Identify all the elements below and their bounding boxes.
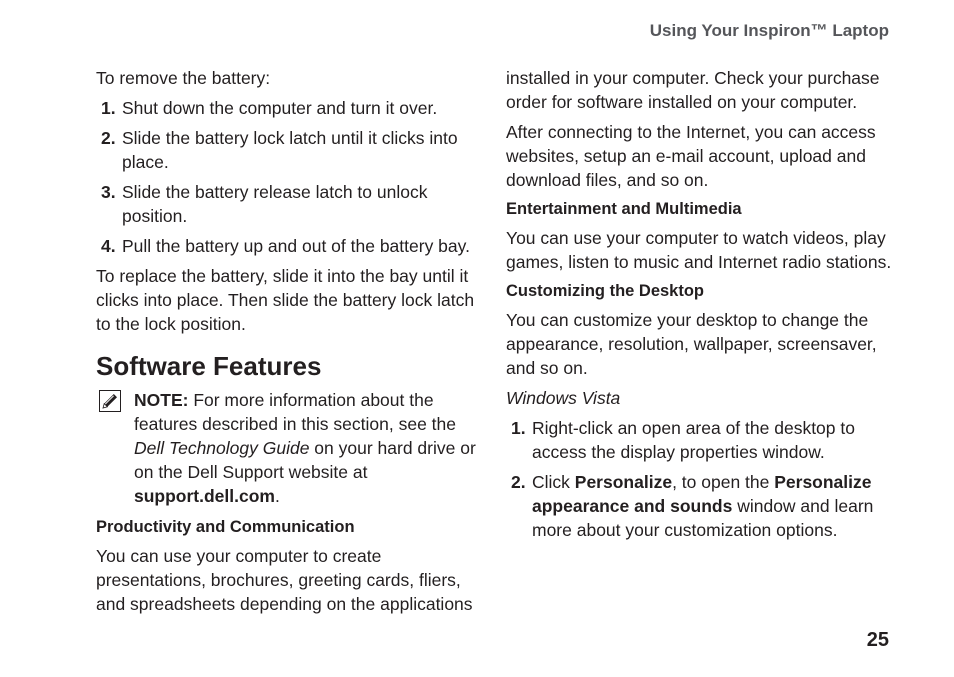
- step-number: 4.: [101, 236, 116, 256]
- note-box: [96, 388, 486, 508]
- productivity-text: You can use your computer to create presentations, brochures, greeting cards, fliers, and spreadsheets depending on the applications: [96, 546, 473, 614]
- step-text: Click: [532, 472, 575, 492]
- replace-battery-text: To replace the battery, slide it into the bay until it clicks into place. Then slide the battery lock latch to the lock position.: [96, 266, 475, 334]
- step-text: Pull the battery up and out of the battery bay.: [122, 236, 470, 256]
- list-item: [96, 234, 486, 258]
- step-number: 3.: [101, 182, 116, 202]
- personalize-label: Personalize: [574, 472, 673, 492]
- step-number: 1.: [511, 418, 526, 438]
- list-item: [96, 126, 486, 174]
- vista-label: [506, 386, 898, 410]
- vista-label-text: Windows Vista: [506, 388, 621, 408]
- note-pencil-icon: [99, 390, 121, 412]
- note-text: For more information about the features described in this section, see the: [134, 390, 456, 434]
- customizing-text: You can customize your desktop to change the appearance, resolution, wallpaper, screensaver, and so on.: [506, 310, 877, 378]
- personalize-window-label: Personalize appearance and sounds: [532, 472, 872, 516]
- customizing-heading: Customizing the Desktop: [506, 282, 705, 300]
- step-text: Slide the battery release latch to unlock position.: [122, 182, 428, 226]
- list-item: [506, 416, 898, 464]
- note-text: .: [274, 486, 280, 506]
- step-text: Slide the battery lock latch until it clicks into place.: [122, 128, 458, 172]
- right-column: [506, 66, 898, 548]
- list-item: [96, 180, 486, 228]
- entertainment-text: You can use your computer to watch videos, play games, listen to music and Internet radio stations.: [506, 228, 892, 272]
- step-text: , to open the: [672, 472, 775, 492]
- support-link[interactable]: support.dell.com: [134, 486, 275, 506]
- remove-battery-intro: To remove the battery:: [96, 68, 271, 88]
- step-number: 2.: [511, 472, 526, 492]
- list-item: [506, 470, 898, 542]
- vista-steps: [506, 416, 898, 542]
- step-text: Right-click an open area of the desktop to access the display properties window.: [532, 418, 855, 462]
- step-number: 2.: [101, 128, 116, 148]
- list-item: [96, 96, 486, 120]
- continued-text: installed in your computer. Check your purchase order for software installed on your computer.: [506, 68, 880, 112]
- left-column: [96, 66, 486, 622]
- internet-text: After connecting to the Internet, you can access websites, setup an e-mail account, upload and download files, and so on.: [506, 122, 876, 190]
- note-label: NOTE:: [134, 390, 189, 410]
- running-header: Using Your Inspiron™ Laptop: [649, 21, 889, 40]
- step-text: Shut down the computer and turn it over.: [122, 98, 438, 118]
- step-text: window and learn more about your customization options.: [532, 496, 874, 540]
- page-number: 25: [866, 629, 889, 651]
- section-title: Software Features: [96, 351, 322, 381]
- note-text: on your hard drive or on the Dell Support website at: [134, 438, 476, 482]
- guide-title: Dell Technology Guide: [134, 438, 310, 458]
- remove-battery-steps: [96, 96, 486, 258]
- productivity-heading: Productivity and Communication: [96, 518, 355, 536]
- entertainment-heading: Entertainment and Multimedia: [506, 200, 742, 218]
- step-number: 1.: [101, 98, 116, 118]
